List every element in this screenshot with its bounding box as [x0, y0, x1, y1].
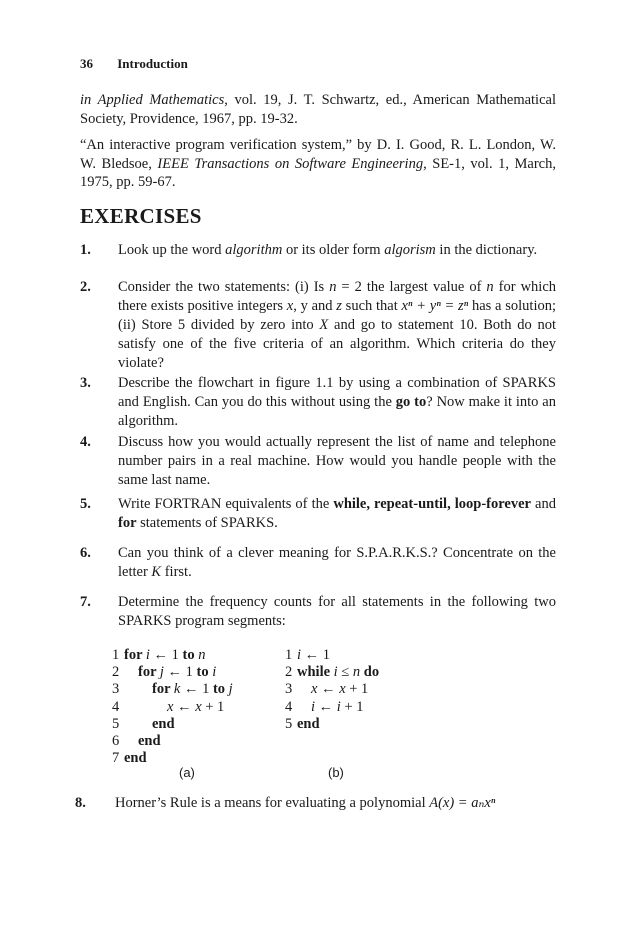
text-run: = 2 the largest value of — [336, 279, 487, 295]
code-line — [285, 716, 379, 733]
code-line — [112, 699, 233, 716]
exercise-text — [118, 433, 556, 490]
italic-text: i — [336, 698, 341, 715]
exercise-number: 2. — [80, 279, 91, 295]
text-run: Horner’s Rule is a means for evaluating a polynomial — [115, 795, 430, 811]
text-run: ← 1 — [301, 647, 331, 663]
code-text — [138, 733, 161, 749]
text-run: + 1 — [340, 698, 364, 715]
exercise-number: 3. — [80, 375, 91, 391]
italic-text: x — [167, 698, 174, 715]
exercise-text — [118, 593, 556, 631]
bold-text: while, repeat-until, loop-forever — [333, 496, 531, 512]
bold-text: for — [152, 681, 174, 698]
reference-1 — [80, 91, 556, 128]
italic-text: IEEE Transactions on Software Engineering — [157, 155, 424, 172]
text-run: + 1 — [345, 681, 369, 698]
exercise-number: 1. — [80, 242, 91, 258]
text-run: for which there exists positive integers — [118, 279, 557, 314]
italic-text: i — [297, 647, 302, 663]
italic-text: i — [212, 664, 217, 681]
text-run: Can you think of a clever meaning for S.P.A.R.K.S.? Concentrate on the letter — [118, 545, 556, 580]
text-run: and — [531, 496, 556, 512]
italic-text: A(x) = aₙxⁿ — [429, 795, 496, 811]
bold-text: to — [196, 664, 213, 681]
code-text — [138, 664, 216, 680]
code-line — [285, 664, 379, 681]
bold-text: while — [297, 664, 334, 681]
line-number: 4 — [285, 698, 293, 715]
code-line — [112, 664, 233, 681]
italic-text: algorism — [384, 242, 436, 258]
line-number: 2 — [112, 664, 120, 681]
text-run: , y and — [293, 298, 337, 314]
text-run: ← 1 — [149, 647, 183, 663]
italic-text: xⁿ + yⁿ = zⁿ — [401, 298, 469, 314]
line-number: 1 — [112, 647, 120, 663]
exercise-4 — [80, 433, 556, 490]
text-run: Discuss how you would actually represent the list of name and telephone number pairs in a real machine. How would you handle people with the same last name. — [118, 434, 556, 488]
exercise-text — [118, 278, 556, 373]
code-text — [297, 716, 320, 732]
italic-text: j — [228, 681, 233, 698]
text-run: Consider the two statements: (i) Is — [118, 279, 330, 295]
code-line — [112, 681, 233, 698]
italic-text: x — [311, 681, 318, 698]
bold-text: do — [360, 664, 380, 681]
exercise-text — [118, 241, 556, 260]
line-number: 5 — [285, 715, 293, 732]
italic-text: n — [352, 664, 361, 681]
text-run: ← — [173, 698, 196, 715]
exercise-1 — [80, 241, 556, 260]
text-run: , vol. 19, J. T. Schwartz, ed., American Mathematical Society, Providence, 1967, pp. 19-32. — [80, 92, 556, 127]
caption-a: (a) — [179, 765, 195, 780]
code-text — [311, 699, 364, 715]
line-number: 6 — [112, 732, 120, 749]
exercise-text — [118, 374, 556, 431]
italic-text: k — [173, 681, 181, 698]
code-line — [112, 750, 233, 767]
text-run: ← 1 — [180, 681, 213, 698]
bold-text: to — [182, 647, 199, 663]
exercise-text — [118, 495, 556, 533]
exercise-number: 6. — [80, 545, 91, 561]
italic-text: n — [486, 279, 494, 295]
bold-text: go to — [395, 394, 427, 410]
italic-text: algorithm — [225, 242, 283, 258]
text-run: Determine the frequency counts for all statements in the following two SPARKS program segments: — [118, 594, 556, 629]
program-segment-a — [112, 647, 233, 767]
text-run: first. — [161, 564, 192, 580]
exercises-heading: EXERCISES — [80, 204, 202, 228]
text-run: ← — [315, 698, 337, 715]
bold-text: for — [138, 664, 160, 681]
text-run: Look up the word — [118, 242, 226, 258]
italic-text: i — [145, 647, 150, 663]
reference-2 — [80, 136, 556, 192]
page-number: 36 — [80, 56, 93, 71]
bold-text: end — [138, 732, 161, 749]
italic-text: n — [329, 279, 337, 295]
bold-text: end — [152, 715, 175, 732]
exercise-text — [118, 544, 556, 582]
exercise-3 — [80, 374, 556, 431]
text-run: ≤ — [337, 664, 353, 681]
program-segment-b — [285, 647, 379, 733]
exercise-number: 8. — [75, 795, 86, 811]
code-text — [152, 716, 175, 732]
italic-text: x — [195, 698, 202, 715]
italic-text: n — [198, 647, 206, 663]
italic-text: x — [286, 298, 294, 314]
chapter-title: Introduction — [117, 56, 188, 71]
line-number: 7 — [112, 750, 120, 767]
line-number: 2 — [285, 664, 293, 681]
text-run: ← — [317, 681, 340, 698]
text-run: has a solution; (ii) Store 5 divided by zero into — [118, 298, 556, 333]
references — [80, 91, 556, 200]
code-line — [112, 716, 233, 733]
exercise-8 — [75, 794, 565, 813]
exercise-7 — [80, 593, 556, 631]
running-head — [80, 56, 188, 72]
code-line — [112, 647, 233, 664]
text-run: such that — [341, 298, 402, 314]
code-text — [152, 681, 233, 697]
italic-text: X — [319, 317, 329, 333]
italic-text: j — [159, 664, 164, 681]
text-run: or its older form — [282, 242, 385, 258]
bold-text: end — [297, 715, 320, 732]
line-number: 3 — [112, 681, 120, 698]
code-line — [285, 699, 379, 716]
exercise-2 — [80, 278, 556, 373]
code-line — [112, 733, 233, 750]
text-run: “An interactive program verification system,” by D. I. Good, R. L. London, W. W. Bledsoe, — [80, 137, 556, 172]
italic-text: in Applied Mathematics — [80, 92, 225, 108]
line-number: 3 — [285, 681, 293, 698]
text-run: statements of SPARKS. — [136, 515, 278, 531]
exercise-6 — [80, 544, 556, 582]
exercise-number: 4. — [80, 434, 91, 450]
code-text — [124, 750, 147, 766]
code-text — [311, 681, 368, 697]
caption-b: (b) — [328, 765, 344, 780]
line-number: 4 — [112, 698, 120, 715]
italic-text: i — [333, 664, 338, 681]
text-run: , SE-1, vol. 1, March, 1975, pp. 59-67. — [80, 155, 556, 190]
text-run: in the dictionary. — [435, 242, 538, 258]
code-line — [285, 681, 379, 698]
exercise-number: 5. — [80, 496, 91, 512]
code-text — [297, 647, 330, 663]
code-text — [124, 647, 206, 663]
exercise-5 — [80, 495, 556, 533]
text-run: and go to statement 10. Both do not satisfy one of the five criteria of an algorithm. Which criteria do they violate? — [118, 317, 556, 371]
bold-text: to — [212, 681, 229, 698]
text-run: ? Now make it into an algorithm. — [118, 394, 556, 429]
text-run: ← 1 — [163, 664, 197, 681]
exercise-text — [115, 794, 565, 813]
exercise-number: 7. — [80, 594, 91, 610]
text-run: + 1 — [201, 698, 225, 715]
italic-text: K — [151, 564, 162, 580]
text-run: Write FORTRAN equivalents of the — [118, 496, 334, 512]
italic-text: i — [311, 698, 316, 715]
text-run: Describe the flowchart in figure 1.1 by using a combination of SPARKS and English. Can you do this without using the — [118, 375, 556, 410]
code-text — [297, 664, 379, 680]
italic-text: z — [336, 298, 342, 314]
line-number: 1 — [285, 647, 293, 663]
bold-text: for — [124, 647, 146, 663]
line-number: 5 — [112, 715, 120, 732]
italic-text: x — [339, 681, 346, 698]
code-line — [285, 647, 379, 664]
code-text — [167, 699, 224, 715]
bold-text: end — [124, 750, 147, 767]
bold-text: for — [118, 515, 137, 531]
